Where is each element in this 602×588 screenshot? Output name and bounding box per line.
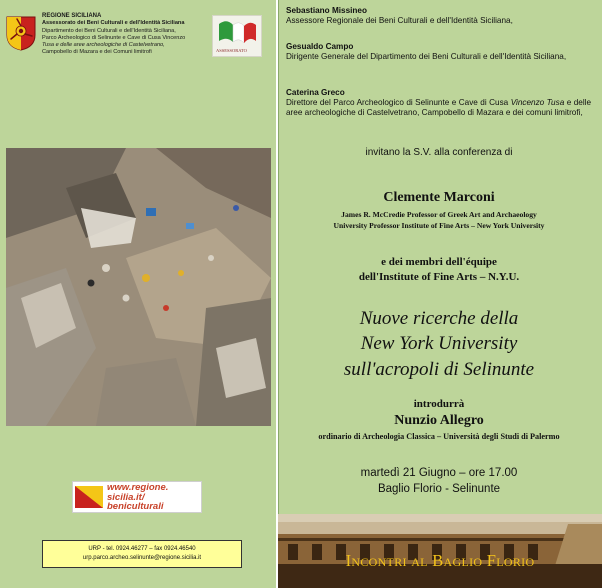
signatory-name: Sebastiano Missineo (286, 6, 367, 15)
trinacria-emblem-icon (5, 13, 37, 51)
signatory-role: Assessore Regionale dei Beni Culturali e dell'Identità Siciliana, (286, 16, 513, 25)
region-logo (5, 13, 37, 51)
web-portal-text (107, 483, 199, 512)
web-line-2: sicilia.it/ (107, 491, 145, 503)
signatory-role (286, 98, 591, 118)
signatory-3 (286, 88, 591, 118)
speaker-title-2: University Professor Institute of Fine Arts – New York University (333, 221, 545, 230)
signatory-2 (286, 42, 591, 62)
speaker-name: Clemente Marconi (383, 190, 495, 205)
excavation-photo (6, 148, 271, 426)
web-line-1: www.regione. (107, 482, 169, 493)
baglio-florio-banner (278, 514, 602, 588)
department-line: Tusa e delle aree archeologiche di Castelvetrano, (42, 42, 165, 49)
contact-phone: URP - tel. 0924.46277 – fax 0924.46540 (88, 546, 196, 552)
department-line: Dipartimento dei Beni Culturali e dell'Identità Siciliana, (42, 27, 176, 34)
department-line: Parco Archeologico di Selinunte e Cave di Cusa Vincenzo (42, 34, 186, 41)
signatory-role-italic: Vincenzo Tusa (510, 98, 565, 107)
assessorato-logo (212, 15, 262, 57)
conference-title-line-1: Nuove ricerche della (359, 308, 519, 329)
contact-email[interactable]: urp.parco.archeo.selinunte@regione.sicilia.it (82, 555, 202, 561)
web-portal-logo[interactable] (72, 481, 202, 513)
conference-title-line-3: sull'acropoli di Selinunte (343, 359, 535, 380)
contact-box (42, 540, 242, 568)
signatory-role-part1: Direttore del Parco Archeologico di Selinunte e Cave di Cusa (286, 98, 509, 107)
italian-flag-emblem-icon (213, 16, 261, 48)
equipe-line-1: e dei membri dell'équipe (381, 256, 497, 268)
signatory-role: Dirigente Generale del Dipartimento dei Beni Culturali e dell'Identità Siciliana, (286, 52, 567, 61)
introduction-label: introdurrà (413, 398, 465, 410)
web-line-3: beniculturali (107, 501, 164, 512)
portal-swoosh-icon (73, 482, 107, 512)
event-date-time: martedì 21 Giugno – ore 17.00 (360, 467, 518, 479)
signatory-1 (286, 6, 591, 26)
header-department-text (42, 13, 212, 57)
assessorato-caption: ASSESSORATO (216, 48, 247, 53)
introducer-name: Nunzio Allegro (394, 413, 484, 428)
signatory-name: Caterina Greco (286, 88, 345, 97)
region-label: REGIONE SICILIANA (42, 13, 102, 19)
department-line: Campobello di Mazara e dei Comuni limitrofi (42, 49, 152, 56)
event-place: Baglio Florio - Selinunte (377, 483, 501, 495)
speaker-title-1: James R. McCredie Professor of Greek Art and Archaeology (341, 210, 537, 219)
signatory-name: Gesualdo Campo (286, 42, 354, 51)
banner-title: Incontri al Baglio Florio (345, 551, 535, 570)
signatory-role-part2: e delle aree archeologiche di Castelvetrano, Campobello di Mazara e dei comuni limitrofi, (286, 98, 592, 117)
equipe-line-2: dell'Institute of Fine Arts – N.Y.U. (358, 271, 520, 283)
department-line: Assessorato dei Beni Culturali e dell'Identità Siciliana (42, 20, 185, 27)
conference-title-line-2: New York University (360, 333, 518, 354)
invitation-text: invitano la S.V. alla conferenza di (365, 147, 513, 158)
introducer-role: ordinario di Archeologia Classica – Università degli Studi di Palermo (318, 432, 560, 441)
